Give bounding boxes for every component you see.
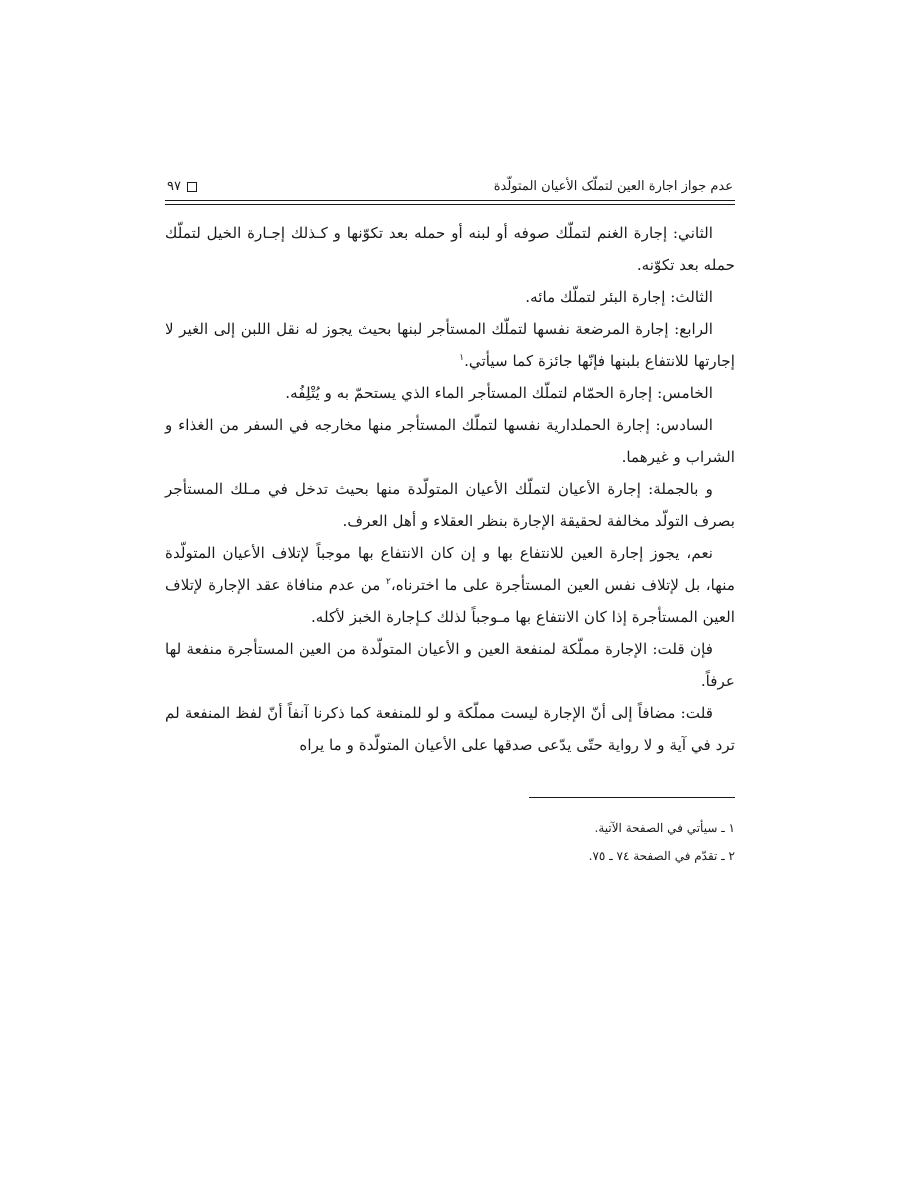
paragraph: و بالجملة: إجارة الأعيان لتملّك الأعيان المتولّدة منها بحيث تدخل في مـلك المستأجر بصرف التولّد مخالفة لحقيقة الإجارة بنظر العقلاء و أهل العرف. (165, 480, 735, 530)
paragraph: الثاني: إجارة الغنم لتملّك صوفه أو لبنه أو حمله بعد تكوّنها و كـذلك إجـارة الخيل لتملّك حمله بعد تكوّنه. (165, 224, 735, 274)
footnote-ref[interactable]: ١ (459, 352, 465, 363)
paragraph-text: الرابع: إجارة المرضعة نفسها لتملّك المستأجر لبنها بحيث يجوز له نقل اللبن إلى الغير لا إجارتها للانتفاع بلبنها فإنّها جائزة كما سيأتي. (165, 320, 735, 370)
page-number (167, 179, 197, 194)
paragraph: قلت: مضافاً إلى أنّ الإجارة ليست مملّكة و لو للمنفعة كما ذكرنا آنفاً أنّ لفظ المنفعة لم ترد في آية و لا رواية حتّى يدّعى صدقها على الأعيان المتولّدة و ما يراه (165, 704, 735, 754)
paragraph-text: نعم، يجوز إجارة العين للانتفاع بها و إن كان الانتفاع بها موجباً لإتلاف الأعيان المتولّدة منها، بل لإتلاف نفس العين المستأجرة على ما اخترناه، (165, 544, 736, 594)
paragraph: فإن قلت: الإجارة مملّكة لمنفعة العين و الأعيان المتولّدة من العين المستأجرة منفعة لها عرفاً. (165, 640, 735, 690)
square-icon (187, 182, 197, 192)
footnote: ٢ ـ تقدّم في الصفحة ٧٤ ـ ٧٥. (588, 849, 735, 863)
footnote-ref[interactable]: ٢ (385, 576, 391, 587)
running-title: عدم جواز اجارة العين لتملّک الأعيان المتولّدة (493, 179, 733, 194)
footnotes (165, 814, 735, 870)
paragraph: السادس: إجارة الحملدارية نفسها لتملّك المستأجر منها مخارجه في السفر من الغذاء و الشراب و غيرهما. (165, 416, 735, 466)
body-text (165, 217, 735, 761)
paragraph-text: من عدم منافاة عقد الإجارة لإتلاف العين المستأجرة إذا كان الانتفاع بها مـوجباً لذلك كـإجارة الخبز لأكله. (165, 576, 735, 626)
paragraph: الثالث: إجارة البئر لتملّك مائه. (525, 288, 713, 306)
paragraph (165, 313, 735, 377)
header-rule (165, 200, 735, 205)
book-page (165, 168, 735, 870)
running-header (165, 168, 735, 194)
footnote: ١ ـ سيأتي في الصفحة الآتية. (594, 821, 735, 835)
page-number-value: ٩٧ (167, 179, 181, 194)
paragraph (165, 537, 735, 633)
paragraph: الخامس: إجارة الحمّام لتملّك المستأجر الماء الذي يستحمّ به و يُتْلِفُه. (285, 384, 713, 402)
footnote-rule (529, 797, 735, 798)
